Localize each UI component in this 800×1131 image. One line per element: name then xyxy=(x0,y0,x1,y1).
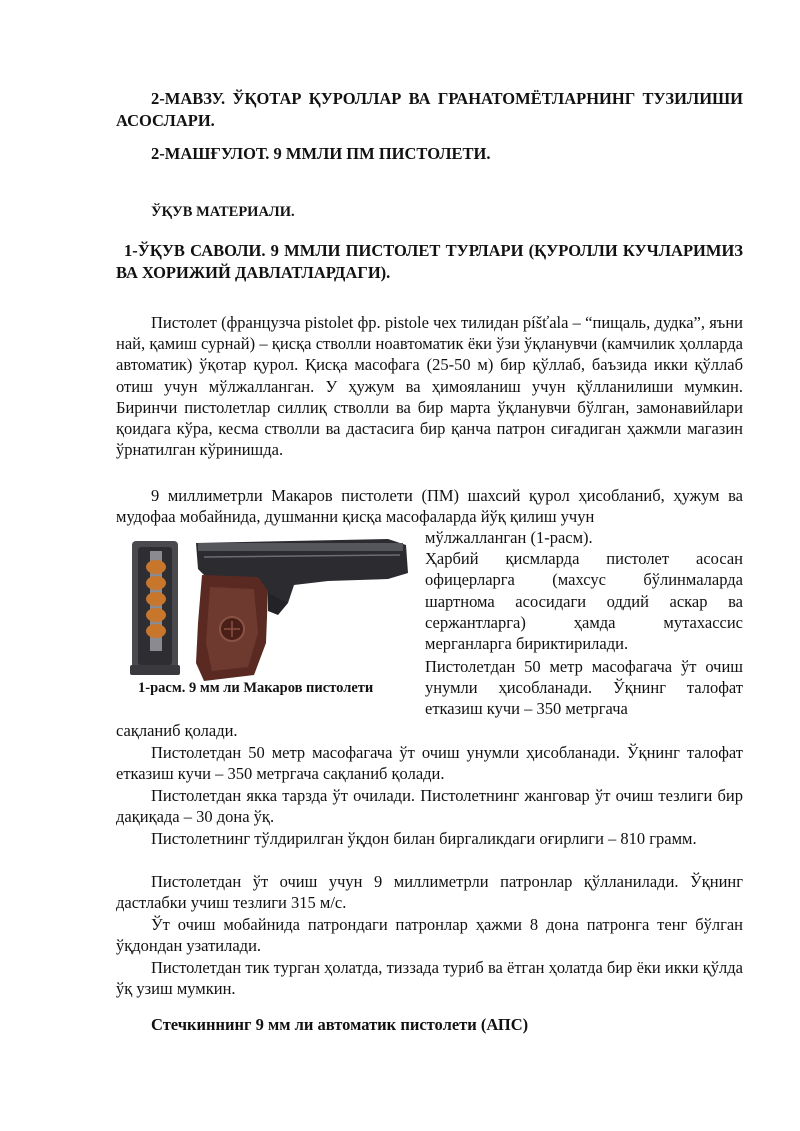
question-heading: 1-ЎҚУВ САВОЛИ. 9 ММЛИ ПИСТОЛЕТ ТУРЛАРИ (ҚУРОЛЛИ КУЧЛАРИМИЗ ВА ХОРИЖИЙ ДАВЛАТЛАРДАГИ). xyxy=(116,241,743,282)
paragraph-fire-rate: Пистолетдан якка тарзда ўт очилади. Пистолетнинг жанговар ўт очиш тезлиги бир дақиқада – 30 дона ўқ. xyxy=(116,786,743,827)
paragraph-weight: Пистолетнинг тўлдирилган ўқдон билан биргаликдаги оғирлиги – 810 грамм. xyxy=(151,829,697,848)
magazine-icon xyxy=(130,541,180,675)
figure-caption: 1-расм. 9 мм ли Макаров пистолети xyxy=(138,680,374,696)
wrap-paragraph-range-end: сақланиб қолади. xyxy=(116,721,238,740)
paragraph-makarov-intro: 9 миллиметрли Макаров пистолети (ПМ) шахсий қурол ҳисобланиб, ҳужум ва мудофаа мобайнида, душманни қисқа масофаларда йўқ қилиш учун xyxy=(116,486,743,527)
makarov-pistol-image xyxy=(118,533,410,683)
paragraph-magazine: Ўт очиш мобайнида патрондаги патронлар ҳажми 8 дона патронга тенг бўлган ўқдондан узатилади. xyxy=(116,915,743,956)
wrap-line-1: мўлжалланган (1-расм). xyxy=(425,528,593,547)
lesson-heading: 2-МАШҒУЛОТ. 9 ММЛИ ПМ ПИСТОЛЕТИ. xyxy=(151,144,491,163)
makarov-pistol-figure xyxy=(118,533,410,703)
paragraph-firing-positions: Пистолетдан тик турган ҳолатда, тиззада туриб ва ётган ҳолатда бир ёки икки қўлда ўқ узиш мумкин. xyxy=(116,958,743,999)
materials-heading: ЎҚУВ МАТЕРИАЛИ. xyxy=(151,204,295,220)
wrap-paragraph-range: Пистолетдан 50 метр масофагача ўт очиш унумли ҳисобланади. Ўқнинг талофат етказиш кучи – 350 метргача xyxy=(425,657,743,719)
wrap-column xyxy=(425,527,743,654)
next-section-heading: Стечкиннинг 9 мм ли автоматик пистолети (АПС) xyxy=(151,1015,529,1034)
topic-heading: 2-МАВЗУ. ЎҚОТАР ҚУРОЛЛАР ВА ГРАНАТОМЁТЛАРНИНГ ТУЗИЛИШИ АСОСЛАРИ. xyxy=(116,89,743,130)
wrap-paragraph-military: Ҳарбий қисмларда пистолет асосан офицерларга (махсус бўлинмаларда шартнома асосидаги оддий аскар ва сержантларга) ҳамда мутахассис мерганларга бириктирилади. xyxy=(425,549,743,654)
paragraph-effective-range: Пистолетдан 50 метр масофагача ўт очиш унумли ҳисобланади. Ўқнинг талофат етказиш кучи – 350 метргача сақланиб қолади. xyxy=(116,743,743,784)
paragraph-pistol-definition: Пистолет (французча pistolet фр. pistole чех тилидан píšťala – “пищаль, дудка”, яъни най, қамиш сурнай) – қисқа стволли ноавтоматик ёки ўзи ўқланувчи (камчилик ҳолларда автоматик) ўқотар қурол. Қисқа масофага (25-50 м) бир қўллаб, баъзида икки қўллаб отиш учун мўлжалланган. У ҳужум ва ҳимояланиш учун қўлланилиши мумкин. Биринчи пистолетлар силлиқ стволли ва бир марта ўқланувчи бўлган, замонавийлари қоидага кўра, кесма стволли ва дастасига бир қанча патрон сиғадиган ҳажмли магазин ўрнатилган кўринишда. xyxy=(116,313,743,460)
pistol-icon xyxy=(196,539,408,681)
paragraph-cartridges: Пистолетдан ўт очиш учун 9 миллиметрли патронлар қўлланилади. Ўқнинг дастлабки учиш тезлиги 315 м/с. xyxy=(116,872,743,913)
